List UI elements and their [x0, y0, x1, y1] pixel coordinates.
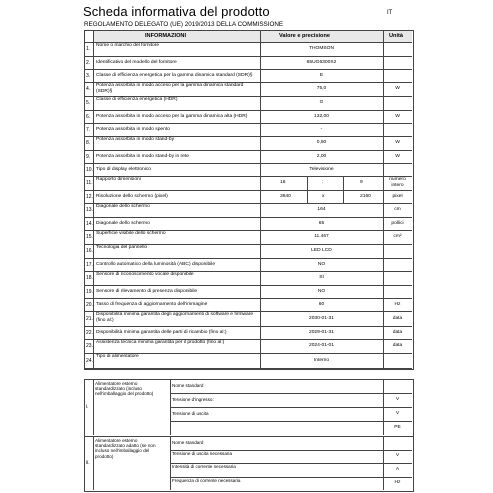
- sheet-title: Scheda informativa del prodotto: [83, 4, 270, 19]
- column-header-unit: Unità: [389, 33, 403, 39]
- row-number: 6.: [86, 113, 91, 120]
- row-number: 18.: [86, 275, 93, 281]
- number-column-divider: [93, 30, 94, 368]
- row-value-b: 9: [360, 180, 363, 185]
- row-label: Potenza assorbita in modo spento: [96, 126, 170, 132]
- row-value: 75,0: [316, 86, 327, 91]
- row-value: NO: [317, 261, 326, 267]
- row-label: Classe di efficienza energetica (HDR): [96, 97, 178, 102]
- row-unit: Hz: [394, 301, 401, 307]
- row-number: 14.: [86, 220, 93, 227]
- psu-external-label: Alimentatore esterno standardizzato adatto (se non incluso nell'imballaggio del prodotto): [95, 438, 156, 459]
- row-unit: W: [395, 153, 400, 159]
- row-number: 13.: [86, 207, 93, 213]
- row-unit: W: [395, 140, 400, 145]
- psu-internal-field-unit: V: [395, 411, 400, 416]
- language-code: IT: [387, 10, 393, 16]
- regulation-reference: REGOLAMENTO DELEGATO (UE) 2019/2013 DELLA COMMISSIONE: [84, 21, 284, 28]
- psu-internal-field-divider: [170, 407, 412, 408]
- row-number: 23.: [86, 343, 93, 349]
- row-label: Assistenza tecnica minima garantita per il prodotto (fino al:): [96, 340, 225, 345]
- row-unit: cm: [394, 207, 401, 212]
- row-number: 15.: [86, 234, 93, 240]
- row-divider: [84, 190, 412, 191]
- row-number: 22.: [86, 329, 93, 336]
- row-label: Disponibilità minima garantita delle parti di ricambio (fino al:): [96, 329, 227, 335]
- row-value: 132,00: [314, 113, 329, 119]
- row-unit: data: [392, 343, 403, 348]
- psu-internal-field-label: Nome standard: [172, 383, 204, 388]
- psu-external-field-label: Tensione di uscita necessaria: [172, 450, 233, 456]
- row-unit: data: [392, 315, 403, 321]
- row-value: E: [319, 72, 324, 78]
- row-value: -: [320, 126, 323, 132]
- row-value: 65: [318, 220, 325, 226]
- row-value: 11.467: [314, 234, 329, 239]
- row-number: 5.: [86, 100, 91, 106]
- column-header-info: INFORMAZIONI: [145, 33, 187, 39]
- row-value: 2,00: [316, 153, 327, 159]
- psu-internal-field-divider: [170, 421, 412, 422]
- row-value: Interno: [313, 357, 330, 363]
- row-divider: [84, 298, 412, 299]
- row-number: 3.: [86, 72, 91, 79]
- row-unit: data: [392, 329, 403, 335]
- row-label: Diagonale dello schermo: [96, 204, 150, 209]
- psu-internal-field-divider: [170, 393, 412, 394]
- row-divider: [84, 56, 412, 57]
- row-divider: [84, 368, 412, 369]
- row-number: 16.: [86, 248, 93, 254]
- row-label: Identificativo del modello del fornitore: [96, 59, 177, 65]
- row-unit: W: [395, 86, 400, 91]
- row-value-separator: :: [322, 180, 324, 185]
- split-divider: [307, 176, 308, 190]
- column-header-value: Valore e precisione: [279, 33, 330, 39]
- row-unit: numero intero: [389, 177, 406, 188]
- row-value: SÌ: [319, 275, 324, 280]
- psu-internal-field-label: Tensione d'ingresso:: [172, 397, 214, 402]
- psu-internal-field-unit: PE: [394, 425, 401, 430]
- row-value: 2024-01-01: [308, 343, 335, 348]
- row-value-a: 3840: [280, 193, 291, 199]
- row-label: Rapporto dimensioni: [96, 177, 141, 182]
- row-divider: [84, 217, 412, 218]
- row-value: 2030-01-31: [308, 315, 335, 321]
- row-number: 2.: [86, 59, 91, 66]
- row-value: LED LCD: [311, 248, 332, 253]
- row-divider: [84, 258, 412, 259]
- psu-internal-field-unit: V: [395, 397, 400, 402]
- row-value: G: [319, 100, 324, 105]
- row-label: Tipo di alimentatore: [96, 354, 139, 359]
- row-unit: W: [395, 113, 400, 119]
- row-label: Nome o marchio del fornitore: [96, 43, 160, 48]
- row-number: 1.: [86, 46, 91, 52]
- psu-external-field-label: Nome standard: [172, 439, 204, 445]
- psu-external-field-unit: Hz: [394, 480, 401, 486]
- psu-external-field-label: Intensità di corrente necessaria: [172, 464, 236, 469]
- row-number: 17.: [86, 261, 93, 268]
- row-number: 8.: [86, 140, 91, 146]
- row-value: 0,50: [316, 140, 327, 145]
- row-label: Risoluzione dello schermo (pixel): [96, 193, 168, 199]
- row-divider: [84, 163, 412, 164]
- row-number: 4.: [86, 86, 91, 92]
- row-label: Potenza assorbita in modo stand-by in rete: [96, 153, 189, 159]
- row-label: Classe di efficienza energetica per la gamma dinamica standard (SDR)§: [96, 72, 253, 78]
- row-number: 21.: [86, 315, 93, 322]
- psu-internal-field-label: Tensione di uscita: [172, 411, 209, 416]
- row-value: 60: [318, 301, 325, 307]
- row-label: Tipo di display elettronico: [96, 166, 152, 172]
- psu-internal-label: Alimentatore esterno standardizzato (incluso nell'imballaggio del prodotto): [95, 381, 154, 397]
- row-number: 20.: [86, 301, 93, 308]
- row-value-a: 16: [280, 180, 286, 185]
- row-number: 24.: [86, 357, 93, 364]
- row-value-b: 2160: [360, 193, 371, 199]
- psu-external-field-label: Frequenza di corrente necessaria: [172, 477, 241, 483]
- row-divider: [84, 110, 412, 111]
- row-divider: [84, 150, 412, 151]
- row-unit: cm²: [393, 234, 402, 239]
- row-value: 2029-01-31: [308, 329, 335, 335]
- psu-internal-number: i.: [86, 404, 89, 410]
- psu-external-field-unit: V: [395, 453, 400, 459]
- row-label: Potenza assorbita in modo acceso per la gamma dinamica alta (HDR): [96, 113, 248, 119]
- row-value: THOMSON: [309, 46, 334, 51]
- row-label: Sensore di riconoscimento vocale disponibile: [96, 272, 194, 277]
- row-value: NO: [317, 288, 326, 294]
- row-number: 11.: [86, 180, 93, 186]
- row-number: 19.: [86, 288, 93, 295]
- row-unit: pollici: [391, 220, 404, 226]
- row-label: Controllo automatico della luminosità (ABC) disponibile: [96, 261, 216, 267]
- row-number: 7.: [86, 126, 91, 133]
- row-label: Tasso di frequenza di aggiornamento dell'immagine: [96, 301, 208, 307]
- split-divider: [343, 176, 344, 190]
- row-label: Tecnologia del pannello: [96, 245, 148, 250]
- row-divider: [84, 326, 412, 327]
- row-label: Sensore di rilevamento di presenza disponibile: [96, 288, 198, 294]
- row-label: Potenza assorbita in modo stand-by: [96, 137, 175, 142]
- psu-external-field-unit: A: [395, 466, 400, 472]
- row-label: Diagonale dello schermo: [96, 220, 150, 226]
- row-label: Potenza assorbita in modo acceso per la gamma dinamica standard (SDR)§: [96, 83, 244, 94]
- row-number: 12.: [86, 193, 93, 200]
- psu-external-number-divider: [93, 436, 94, 490]
- row-value: 164: [317, 207, 326, 212]
- row-value-separator: x: [322, 193, 325, 199]
- psu-internal-number-divider: [93, 379, 94, 435]
- row-unit: pixel: [392, 193, 403, 199]
- row-value: 65UG6300X2: [306, 59, 337, 65]
- row-number: 10.: [86, 166, 93, 173]
- row-label: Superficie visibile dello schermo: [96, 231, 166, 236]
- unit-column-divider: [383, 30, 384, 368]
- psu-external-number: ii.: [86, 460, 90, 466]
- row-divider: [84, 123, 412, 124]
- split-divider: [343, 190, 344, 203]
- row-divider: [84, 69, 412, 70]
- split-divider: [307, 190, 308, 203]
- row-divider: [84, 285, 412, 286]
- row-value: Televisione: [309, 166, 334, 172]
- row-number: 9.: [86, 153, 91, 160]
- row-label: Disponibilità minima garantita degli aggiornamenti di software e firmware (fino al:): [96, 312, 254, 323]
